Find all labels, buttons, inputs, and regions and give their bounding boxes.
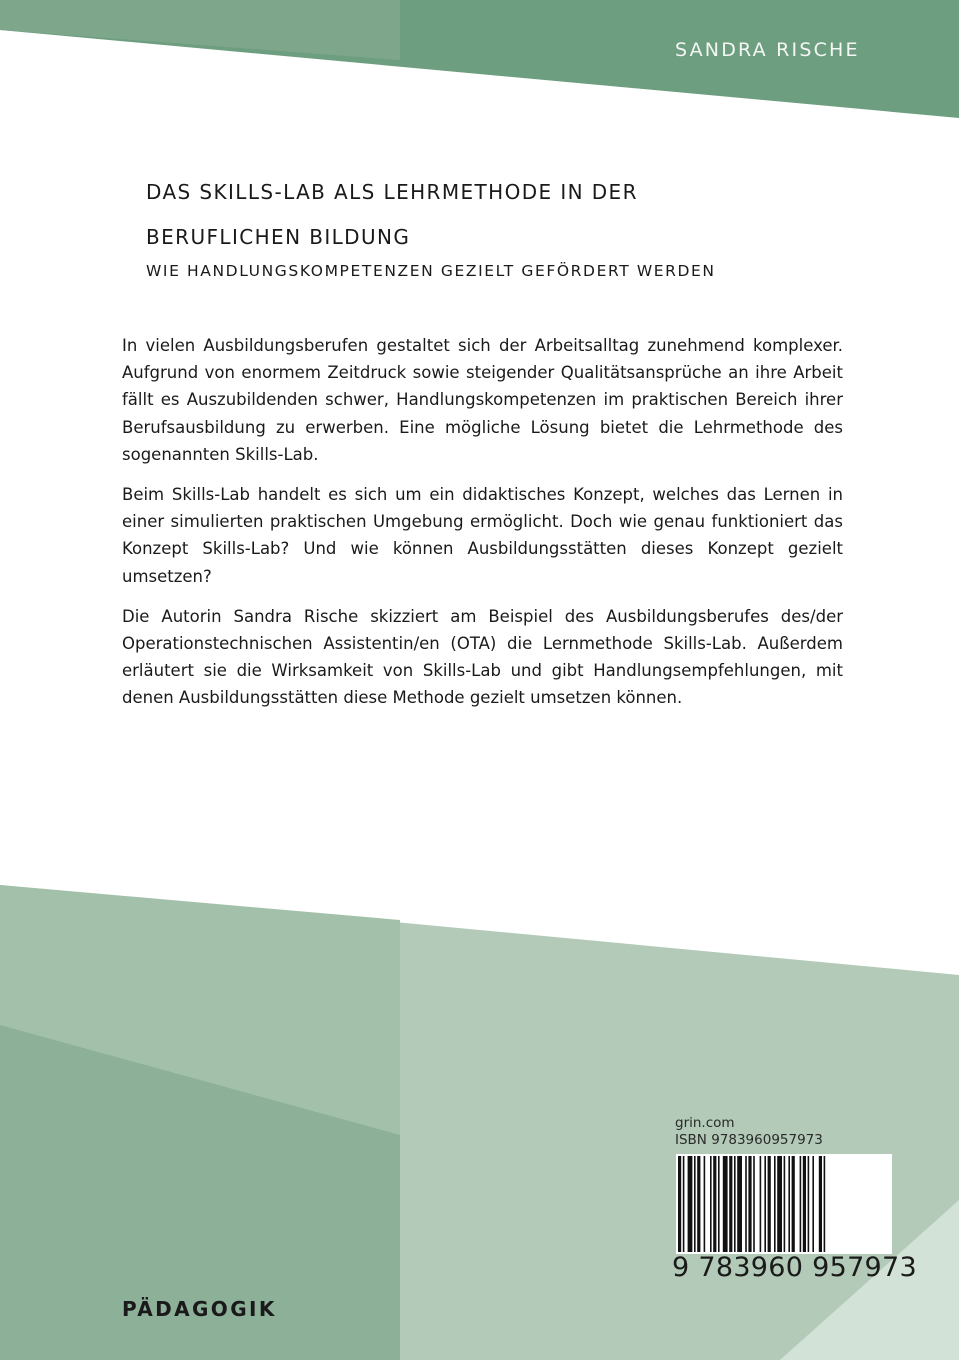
barcode-bar — [704, 1156, 706, 1252]
barcode-bar — [824, 1156, 826, 1252]
publisher-url: grin.com — [675, 1115, 735, 1131]
barcode-bar — [748, 1156, 751, 1252]
barcode-bar — [723, 1156, 728, 1252]
barcode-bar — [694, 1156, 696, 1252]
barcode-bar — [734, 1156, 736, 1252]
barcode — [676, 1154, 892, 1254]
barcode-bar — [729, 1156, 732, 1252]
barcode-bar — [812, 1156, 814, 1252]
barcode-bar — [697, 1156, 700, 1252]
title-line-2: BERUFLICHEN BILDUNG — [146, 225, 411, 249]
category-label: PÄDAGOGIK — [122, 1297, 277, 1321]
top-band-accent — [0, 0, 400, 60]
barcode-bar — [713, 1156, 716, 1252]
barcode-bar — [683, 1156, 685, 1252]
barcode-bar — [737, 1156, 742, 1252]
barcode-bar — [688, 1156, 693, 1252]
book-title — [146, 170, 846, 260]
barcode-bar — [819, 1156, 822, 1252]
book-subtitle: WIE HANDLUNGSKOMPETENZEN GEZIELT GEFÖRDERT WERDEN — [146, 262, 716, 280]
blurb-paragraph: Beim Skills-Lab handelt es sich um ein didaktisches Konzept, welches das Lernen in einer simulierten praktischen Umgebung ermöglicht. Doch wie genau funktioniert das Konzept Skills-Lab? Und wie können Ausbildungsstätten dieses Konzept gezielt umsetzen? — [122, 485, 843, 586]
barcode-bar — [764, 1156, 766, 1252]
barcode-bar — [760, 1156, 762, 1252]
barcode-bar — [784, 1156, 786, 1252]
barcode-bar — [788, 1156, 790, 1252]
barcode-bar — [753, 1156, 755, 1252]
barcode-bar — [718, 1156, 720, 1252]
blurb-paragraph: In vielen Ausbildungsberufen gestaltet sich der Arbeitsalltag zunehmend komplexer. Aufgrund von enormem Zeitdruck sowie steigender Qualitätsansprüche an ihre Arbeit fällt es Auszubildenden schwer, Handlungskompetenzen im praktischen Bereich ihrer Berufsausbildung zu erwerben. Eine mögliche Lösung bietet die Lehrmethode des sogenannten Skills-Lab. — [122, 336, 843, 464]
barcode-bar — [745, 1156, 747, 1252]
isbn-label: ISBN 9783960957973 — [675, 1132, 823, 1148]
barcode-bar — [710, 1156, 712, 1252]
blurb-text — [122, 332, 843, 725]
title-line-1: DAS SKILLS-LAB ALS LEHRMETHODE IN DER — [146, 180, 638, 204]
author-name: SANDRA RISCHE — [675, 39, 860, 61]
barcode-bar — [774, 1156, 776, 1252]
barcode-bar — [777, 1156, 782, 1252]
isbn-digits: 9 783960 957973 — [672, 1252, 917, 1283]
barcode-bar — [803, 1156, 806, 1252]
barcode-bar — [800, 1156, 802, 1252]
barcode-bar — [792, 1156, 795, 1252]
barcode-bar — [678, 1156, 681, 1252]
blurb-paragraph: Die Autorin Sandra Rische skizziert am Beispiel des Ausbildungsberufes des/der Operationstechnischen Assistentin/en (OTA) die Lernmethode Skills-Lab. Außerdem erläutert sie die Wirksamkeit von Skills-Lab und gibt Handlungsempfehlungen, mit denen Ausbildungsstätten diese Methode gezielt umsetzen können. — [122, 606, 843, 708]
barcode-bar — [808, 1156, 810, 1252]
barcode-bar — [768, 1156, 771, 1252]
